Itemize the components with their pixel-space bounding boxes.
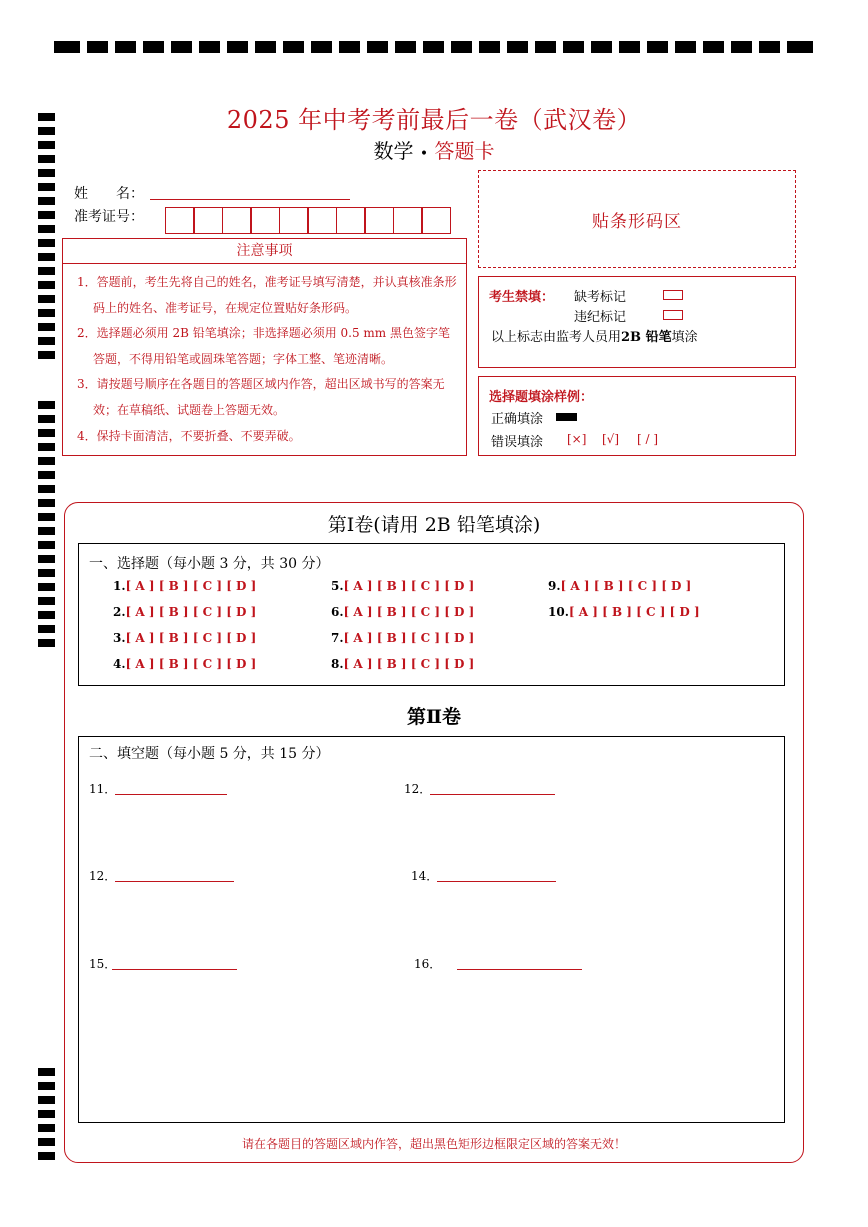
forbidden-note-pre: 以上标志由监考人员用 — [491, 330, 622, 345]
timing-mark — [591, 41, 612, 53]
blank-11-number: 11． — [89, 782, 117, 796]
exam-id-label: 准考证号： — [74, 209, 144, 225]
timing-mark — [38, 597, 55, 605]
fill-blank-box — [78, 736, 785, 1123]
forbidden-note-bold: 2B 铅笔 — [621, 330, 672, 345]
notes-title: 注意事项 — [62, 238, 467, 264]
timing-mark — [367, 41, 388, 53]
answer-options[interactable]: [ A ] [ B ] [ C ] [ D ] — [560, 579, 692, 593]
question-number: 7. — [331, 631, 344, 645]
timing-mark — [38, 401, 55, 409]
timing-mark — [563, 41, 584, 53]
answer-options[interactable]: [ A ] [ B ] [ C ] [ D ] — [343, 605, 475, 619]
timing-mark — [38, 295, 55, 303]
timing-mark — [423, 41, 444, 53]
timing-mark — [38, 351, 55, 359]
exam-id-digit-box[interactable] — [250, 207, 280, 234]
timing-mark — [38, 337, 55, 345]
blank-16-number: 16． — [414, 957, 442, 971]
timing-mark — [38, 239, 55, 247]
top-timing-marks — [54, 41, 814, 55]
mc-question-5[interactable] — [331, 579, 474, 593]
question-number: 8. — [331, 657, 344, 671]
timing-mark — [38, 611, 55, 619]
forbidden-title: 考生禁填： — [489, 290, 555, 305]
timing-mark — [38, 1124, 55, 1132]
question-number: 4. — [113, 657, 126, 671]
multiple-choice-box — [78, 543, 785, 686]
mc-question-6[interactable] — [331, 605, 474, 619]
blank-15-line[interactable] — [112, 968, 237, 970]
wrong-mark-check: [√] — [602, 432, 620, 446]
answer-options[interactable]: [ A ] [ B ] [ C ] [ D ] — [125, 657, 257, 671]
timing-mark — [38, 625, 55, 633]
timing-mark — [787, 41, 813, 53]
name-label: 姓 名： — [74, 186, 144, 202]
exam-id-boxes[interactable] — [166, 207, 451, 234]
timing-mark — [535, 41, 556, 53]
timing-mark — [38, 569, 55, 577]
answer-options[interactable]: [ A ] [ B ] [ C ] [ D ] — [125, 579, 257, 593]
timing-mark — [283, 41, 304, 53]
page-title: 2025 年中考考前最后一卷（武汉卷） — [226, 106, 642, 134]
timing-mark — [647, 41, 668, 53]
mc-question-2[interactable] — [113, 605, 256, 619]
mc-question-1[interactable] — [113, 579, 256, 593]
answer-options[interactable]: [ A ] [ B ] [ C ] [ D ] — [125, 631, 257, 645]
blank-13-number: 12． — [89, 869, 117, 883]
timing-mark — [38, 197, 55, 205]
correct-fill-mark — [556, 413, 577, 421]
timing-mark — [227, 41, 248, 53]
timing-mark — [38, 429, 55, 437]
absent-mark-box[interactable] — [663, 290, 683, 300]
timing-mark — [395, 41, 416, 53]
timing-mark — [143, 41, 164, 53]
exam-id-digit-box[interactable] — [364, 207, 394, 234]
subject-label: 数学 — [373, 139, 414, 163]
answer-options[interactable]: [ A ] [ B ] [ C ] [ D ] — [343, 579, 475, 593]
timing-mark — [38, 443, 55, 451]
fb-section-head: 二、填空题（每小题 5 分，共 15 分） — [89, 746, 330, 762]
note-item: 1．答题前，考生先将自己的姓名，准考证号填写清楚，并认真核准条形码上的姓名、准考证号，在规定位置贴好条形码。 — [77, 275, 457, 315]
blank-12-line[interactable] — [430, 793, 555, 795]
mc-question-10[interactable] — [548, 605, 700, 619]
question-number: 1. — [113, 579, 126, 593]
part1-title: 第Ⅰ卷(请用 2B 铅笔填涂) — [327, 514, 541, 536]
timing-mark — [38, 471, 55, 479]
page-subtitle — [0, 135, 868, 164]
answer-options[interactable]: [ A ] [ B ] [ C ] [ D ] — [125, 605, 257, 619]
card-type-label: 答题卡 — [434, 139, 495, 163]
timing-mark — [38, 499, 55, 507]
exam-id-digit-box[interactable] — [165, 207, 195, 234]
answer-options[interactable]: [ A ] [ B ] [ C ] [ D ] — [568, 605, 700, 619]
timing-mark — [703, 41, 724, 53]
timing-mark — [38, 457, 55, 465]
timing-mark — [171, 41, 192, 53]
exam-id-digit-box[interactable] — [393, 207, 423, 234]
timing-mark — [38, 253, 55, 261]
mc-question-7[interactable] — [331, 631, 474, 645]
fill-sample-box — [478, 376, 796, 456]
timing-mark — [759, 41, 780, 53]
blank-15-number: 15． — [89, 957, 117, 971]
name-field[interactable] — [150, 198, 350, 200]
footer-warning: 请在各题目的答题区域内作答，超出黑色矩形边框限定区域的答案无效！ — [241, 1137, 626, 1151]
blank-12-number: 12． — [404, 782, 432, 796]
blank-14-number: 14． — [411, 869, 439, 883]
timing-mark — [38, 415, 55, 423]
timing-mark — [38, 1110, 55, 1118]
question-number: 5. — [331, 579, 344, 593]
timing-mark — [255, 41, 276, 53]
timing-mark — [38, 281, 55, 289]
timing-mark — [38, 183, 55, 191]
subtitle-dot: • — [419, 146, 429, 162]
sample-title: 选择题填涂样例： — [489, 390, 594, 405]
note-item: 3．请按题号顺序在各题目的答题区域内作答，超出区域书写的答案无效；在草稿纸、试题卷上答题无效。 — [77, 377, 445, 417]
note-item: 2．选择题必须用 2B 铅笔填涂；非选择题必须用 0.5 mm 黑色签字笔答题，不得用铅笔或圆珠笔答题；字体工整、笔迹清晰。 — [77, 326, 451, 366]
timing-mark — [38, 1096, 55, 1104]
wrong-label: 错误填涂 — [491, 435, 544, 450]
timing-mark — [38, 225, 55, 233]
blank-14-line[interactable] — [437, 880, 556, 882]
forbidden-box — [478, 276, 796, 368]
timing-mark — [479, 41, 500, 53]
question-number: 10. — [548, 605, 569, 619]
barcode-area — [478, 170, 796, 268]
exam-id-digit-box[interactable] — [336, 207, 366, 234]
timing-mark — [38, 583, 55, 591]
answer-options[interactable]: [ A ] [ B ] [ C ] [ D ] — [343, 631, 475, 645]
timing-mark — [38, 267, 55, 275]
wrong-mark-cross: [×] — [567, 432, 587, 446]
mc-section-head: 一、选择题（每小题 3 分，共 30 分） — [89, 556, 330, 572]
timing-mark — [199, 41, 220, 53]
timing-mark — [38, 323, 55, 331]
notes-list — [62, 263, 467, 456]
blank-13-line[interactable] — [115, 880, 234, 882]
question-number: 2. — [113, 605, 126, 619]
timing-mark — [38, 1082, 55, 1090]
mc-question-4[interactable] — [113, 657, 256, 671]
exam-id-digit-box[interactable] — [279, 207, 309, 234]
timing-mark — [38, 309, 55, 317]
question-number: 3. — [113, 631, 126, 645]
timing-mark — [731, 41, 752, 53]
exam-id-digit-box[interactable] — [222, 207, 252, 234]
timing-mark — [619, 41, 640, 53]
blank-11-line[interactable] — [115, 793, 227, 795]
correct-label: 正确填涂 — [491, 412, 544, 427]
absent-label: 缺考标记 — [574, 290, 627, 305]
forbidden-note-post: 填涂 — [671, 330, 698, 345]
timing-mark — [115, 41, 136, 53]
mc-question-8[interactable] — [331, 657, 474, 671]
violation-label: 违纪标记 — [574, 310, 627, 325]
timing-mark — [675, 41, 696, 53]
timing-mark — [38, 1152, 55, 1160]
question-number: 9. — [548, 579, 561, 593]
blank-16-line[interactable] — [457, 968, 582, 970]
timing-mark — [38, 555, 55, 563]
violation-mark-box[interactable] — [663, 310, 683, 320]
timing-mark — [311, 41, 332, 53]
timing-mark — [38, 211, 55, 219]
mc-question-9[interactable] — [548, 579, 691, 593]
mc-question-3[interactable] — [113, 631, 256, 645]
barcode-label: 贴条形码区 — [592, 211, 682, 232]
exam-id-digit-box[interactable] — [193, 207, 223, 234]
wrong-mark-slash: [ / ] — [637, 432, 659, 446]
question-number: 6. — [331, 605, 344, 619]
exam-id-digit-box[interactable] — [421, 207, 451, 234]
timing-mark — [38, 541, 55, 549]
timing-mark — [38, 485, 55, 493]
timing-mark — [38, 1068, 55, 1076]
answer-options[interactable]: [ A ] [ B ] [ C ] [ D ] — [343, 657, 475, 671]
timing-mark — [507, 41, 528, 53]
forbidden-note — [491, 326, 698, 345]
timing-mark — [339, 41, 360, 53]
timing-mark — [54, 41, 80, 53]
timing-mark — [87, 41, 108, 53]
exam-id-digit-box[interactable] — [307, 207, 337, 234]
part2-title: 第Ⅱ卷 — [406, 706, 461, 728]
timing-mark — [451, 41, 472, 53]
note-item: 4．保持卡面清洁，不要折叠、不要弄破。 — [77, 428, 301, 443]
timing-mark — [38, 639, 55, 647]
timing-mark — [38, 169, 55, 177]
